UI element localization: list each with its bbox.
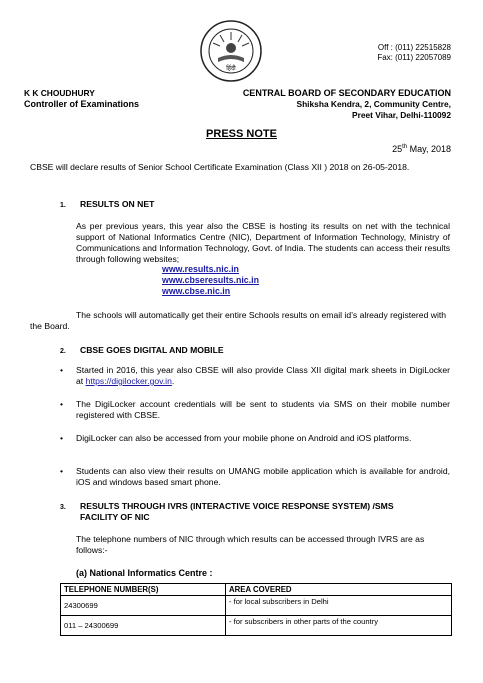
section2-bullet-2: The DigiLocker account credentials will be sent to students via SMS on their mobile number registered with CBSE. — [76, 399, 450, 420]
date-day: 25 — [392, 144, 403, 154]
section2-bullet-4: Students can also view their results on UMANG mobile application which is available for android, iOS and windows based smart phone. — [76, 466, 450, 487]
nic-subheading: (a) National Informatics Centre : — [76, 568, 213, 578]
section2-title: CBSE GOES DIGITAL AND MOBILE — [80, 345, 224, 355]
digilocker-link[interactable]: https://digilocker.gov.in — [85, 376, 172, 386]
bullet-icon: • — [60, 365, 64, 375]
section2-bullet-3: DigiLocker can also be accessed from your mobile phone on Android and iOS platforms. — [76, 433, 412, 443]
website-link[interactable]: www.cbseresults.nic.in — [162, 275, 259, 285]
table-header-row — [61, 584, 452, 596]
office-phone: Off : (011) 22515828 — [377, 43, 451, 52]
section1-body: As per previous years, this year also the CBSE is hosting its results on net with the technical support of National Informatics Centre (NIC), Department of Information Technology, Ministry of Communications and Information Technology, Govt. of India. The students can access their results through following websites; — [76, 221, 450, 264]
section3-body: The telephone numbers of NIC through which results can be accessed through IVRS are as follows:- — [76, 534, 425, 555]
bullet1-text: Started in 2016, this year also CBSE will also provide Class XII digital mark sheets in DigiLocker at — [76, 365, 450, 386]
fax-number: Fax: (011) 22057089 — [377, 53, 451, 62]
website-link[interactable]: www.cbse.nic.in — [162, 286, 231, 296]
section3-title-line1: RESULTS THROUGH IVRS (INTERACTIVE VOICE RESPONSE SYSTEM) /SMS — [80, 501, 394, 511]
table-cell: - for subscribers in other parts of the country — [226, 616, 452, 636]
table-row — [61, 616, 452, 636]
date-suffix: th — [402, 144, 408, 150]
sender-designation: Controller of Examinations — [24, 99, 140, 109]
sender-block — [24, 88, 139, 110]
sender-name: K K CHOUDHURY — [24, 88, 95, 98]
date-rest: May, 2018 — [407, 144, 451, 154]
section3-title-line2: FACILITY OF NIC — [80, 512, 150, 522]
intro-paragraph: CBSE will declare results of Senior School Certificate Examination (Class XII ) 2018 on 26-05-2018. — [30, 162, 410, 172]
section2-number: 2. — [60, 348, 66, 355]
table-cell: 24300699 — [61, 596, 226, 616]
board-address-line1: Shiksha Kendra, 2, Community Centre, — [296, 99, 451, 109]
bullet-icon: • — [60, 433, 64, 443]
bullet-icon: • — [60, 399, 64, 409]
board-address-block — [243, 88, 451, 121]
section2-heading — [60, 345, 224, 357]
table-cell: - for local subscribers in Delhi — [226, 596, 452, 616]
board-name: CENTRAL BOARD OF SECONDARY EDUCATION — [242, 88, 451, 98]
section1-title: RESULTS ON NET — [80, 199, 155, 209]
bullet-icon: • — [60, 466, 64, 476]
table-cell: 011 – 24300699 — [61, 616, 226, 636]
website-link[interactable]: www.results.nic.in — [162, 264, 239, 274]
section3-number: 3. — [60, 504, 66, 511]
page-title: PRESS NOTE — [206, 128, 277, 140]
table-header-cell: AREA COVERED — [226, 584, 452, 596]
websites-list — [162, 264, 259, 297]
press-date — [392, 144, 451, 154]
board-address-line2: Preet Vihar, Delhi-110092 — [351, 110, 451, 120]
section2-bullet-1 — [76, 365, 450, 387]
seal-text: हिंदी — [226, 65, 236, 72]
section1-heading — [60, 199, 154, 211]
table-header-cell: TELEPHONE NUMBER(S) — [61, 584, 226, 596]
ivrs-table — [60, 583, 452, 636]
seal-emblem-icon — [190, 18, 272, 84]
schools-note: The schools will automatically get their entire Schools results on email id’s already registered with the Board. — [30, 310, 447, 331]
cbse-seal-logo — [190, 18, 272, 84]
table-row — [61, 596, 452, 616]
contact-block — [377, 43, 451, 63]
section1-number: 1. — [60, 202, 66, 209]
bullet1-end: . — [171, 376, 175, 386]
